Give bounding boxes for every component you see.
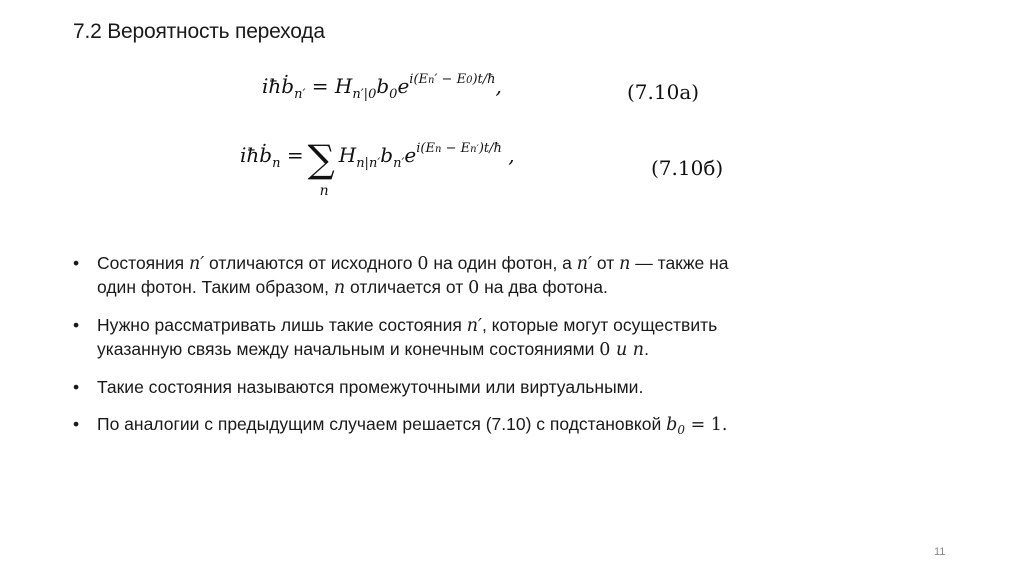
bullet-list: [73, 252, 953, 456]
equation-number-7-10b: (7.10б): [651, 156, 724, 180]
page-number: 11: [934, 546, 946, 558]
bullet-item: • Нужно рассматривать лишь такие состояния n′, которые могут осуществить указанную связь между начальным и конечным состояниями 0 и n.: [73, 315, 718, 360]
bullet-item: • По аналогии с предыдущим случаем решается (7.10) с подстановкой $b_0 = 1$.: [73, 414, 728, 437]
slide-title: 7.2 Вероятность перехода: [73, 20, 325, 43]
sum-symbol: ∑ n: [307, 137, 335, 199]
bullet-item: • Состояния n′ отличаются от исходного 0 на один фотон, а n′ от n — также на один фотон. Таким образом, n отличается от 0 на два фотона.: [73, 253, 729, 298]
equation-number-7-10a: (7.10а): [627, 80, 700, 104]
equation-7-10a: iħḃ$_{n'}$ = $H_{n'|0}b_0e^{i(En' - E0)t/ħ}$,: [262, 72, 502, 102]
bullet-item: • Такие состояния называются промежуточными или виртуальными.: [73, 377, 644, 397]
equation-7-10b: iħḃ$_n$ = ∑ n $H_{n|n'}b_{n'}e^{i(En - En')t/ħ}$ ,: [240, 137, 515, 199]
